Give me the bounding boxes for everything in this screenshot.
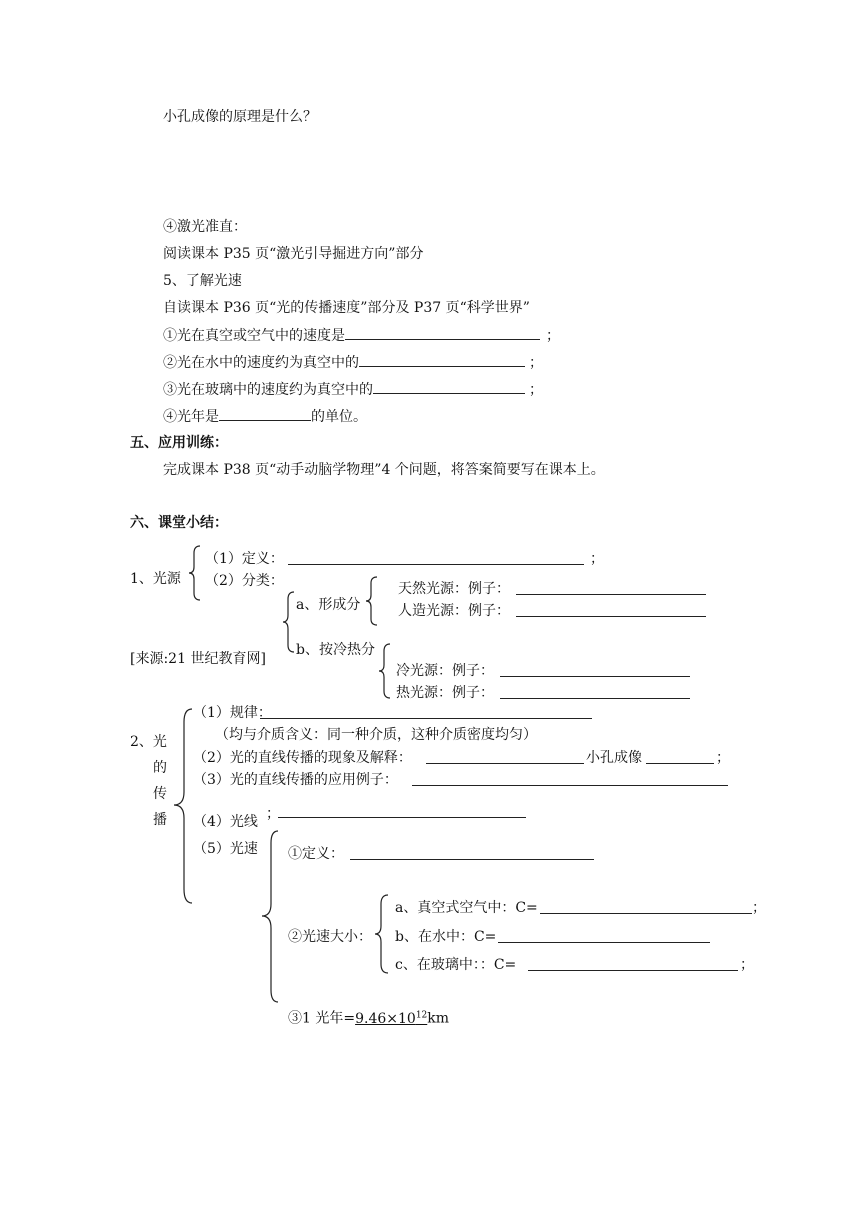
speed-label: （5）光速 xyxy=(193,841,258,857)
rule-label: （1）规律： xyxy=(193,705,272,721)
light-year-mantissa: 9.46×10 xyxy=(355,1010,416,1027)
semicolon: ； xyxy=(716,750,730,766)
application-blank[interactable] xyxy=(412,785,728,786)
cold-source-blank[interactable] xyxy=(500,676,690,677)
light-source-label: 1、光源 xyxy=(130,571,181,587)
uniform-medium-note: （均与介质含义：同一种介质，这种介质密度均匀） xyxy=(215,727,537,743)
question-label: ①光在真空或空气中的速度是 xyxy=(163,328,345,344)
propagation-label-3: 传 xyxy=(153,786,167,802)
vacuum-speed-label: a、真空式空气中：C= xyxy=(395,900,538,916)
answer-blank[interactable] xyxy=(345,326,540,340)
vacuum-speed-blank[interactable] xyxy=(540,913,752,914)
section5-text: 完成课本 P38 页“动手动脑学物理”4 个问题，将答案简要写在课本上。 xyxy=(163,462,605,478)
section5-heading: 五、应用训练： xyxy=(130,435,228,451)
artificial-source-blank[interactable] xyxy=(516,616,706,617)
brace-formation xyxy=(365,576,379,626)
ray-label: （4）光线 xyxy=(193,814,258,830)
light-year-unit: km xyxy=(427,1010,450,1027)
rule-blank[interactable] xyxy=(260,718,592,719)
question-label: ③光在玻璃中的速度约为真空中的 xyxy=(163,382,373,398)
semicolon: ； xyxy=(590,551,604,567)
natural-source-blank[interactable] xyxy=(516,594,706,595)
speed-size-label: ②光速大小： xyxy=(288,929,372,945)
by-formation-label: a、形成分 xyxy=(296,597,361,613)
laser-title: ④激光准直： xyxy=(163,219,247,235)
phenomenon-blank[interactable] xyxy=(426,763,584,764)
semicolon: ； xyxy=(546,328,560,344)
answer-blank[interactable] xyxy=(373,380,525,394)
read-speed-instruction: 自读课本 P36 页“光的传播速度”部分及 P37 页“科学世界” xyxy=(163,300,530,316)
brace-light-source xyxy=(188,545,202,601)
water-speed-label: b、在水中：C= xyxy=(395,929,497,945)
question-label: ②光在水中的速度约为真空中的 xyxy=(163,355,359,371)
light-year-value xyxy=(355,1011,427,1027)
light-year-exponent: 12 xyxy=(415,1010,428,1020)
artificial-source-label: 人造光源：例子： xyxy=(398,603,510,619)
brace-heat xyxy=(378,643,392,699)
semicolon: ； xyxy=(529,382,543,398)
cold-source-label: 冷光源：例子： xyxy=(396,663,494,679)
classification-label: （2）分类： xyxy=(205,573,284,589)
pinhole-blank[interactable] xyxy=(646,763,714,764)
speed-definition-label: ①定义： xyxy=(288,846,344,862)
brace-propagation xyxy=(172,708,194,904)
pinhole-question: 小孔成像的原理是什么？ xyxy=(163,109,317,125)
question-vacuum-speed xyxy=(163,326,560,345)
propagation-label-4: 播 xyxy=(153,812,167,828)
semicolon: ； xyxy=(752,900,766,916)
propagation-label-1: 2、光 xyxy=(130,734,167,750)
phenomenon-label: （2）光的直线传播的现象及解释： xyxy=(193,750,412,766)
laser-read-instruction: 阅读课本 P35 页“激光引导掘进方向”部分 xyxy=(163,246,424,262)
hot-source-label: 热光源：例子： xyxy=(396,685,494,701)
speed-definition-blank[interactable] xyxy=(350,859,594,860)
natural-source-label: 天然光源：例子： xyxy=(398,581,510,597)
watermark: [来源:21 世纪教育网] xyxy=(130,651,266,667)
semicolon: ； xyxy=(529,355,543,371)
section6-heading: 六、课堂小结： xyxy=(130,515,228,531)
definition-label: （1）定义： xyxy=(205,551,284,567)
glass-speed-label: c、在玻璃中：：C= xyxy=(395,957,517,973)
semicolon: ； xyxy=(266,806,280,822)
application-label: （3）光的直线传播的应用例子： xyxy=(193,772,398,788)
brace-speed-size xyxy=(374,894,390,974)
propagation-label-2: 的 xyxy=(153,760,167,776)
glass-speed-blank[interactable] xyxy=(528,970,738,971)
question-glass-speed xyxy=(163,380,543,399)
definition-blank[interactable] xyxy=(288,564,584,565)
question-water-speed xyxy=(163,353,543,372)
brace-classification xyxy=(282,591,296,653)
ray-blank[interactable] xyxy=(278,817,526,818)
item5-title: 5、了解光速 xyxy=(163,273,242,289)
brace-speed xyxy=(260,830,280,1004)
answer-blank[interactable] xyxy=(359,353,525,367)
semicolon: ； xyxy=(740,957,754,973)
question-suffix: 的单位。 xyxy=(311,409,367,425)
by-heat-label: b、按冷热分 xyxy=(296,642,375,658)
question-light-year xyxy=(163,407,367,426)
water-speed-blank[interactable] xyxy=(498,942,710,943)
light-year-prefix: ③1 光年= xyxy=(288,1010,356,1027)
light-year-definition xyxy=(288,1006,449,1028)
answer-blank[interactable] xyxy=(219,407,311,421)
question-label: ④光年是 xyxy=(163,409,219,425)
hot-source-blank[interactable] xyxy=(500,698,690,699)
pinhole-label: 小孔成像 xyxy=(586,750,642,766)
